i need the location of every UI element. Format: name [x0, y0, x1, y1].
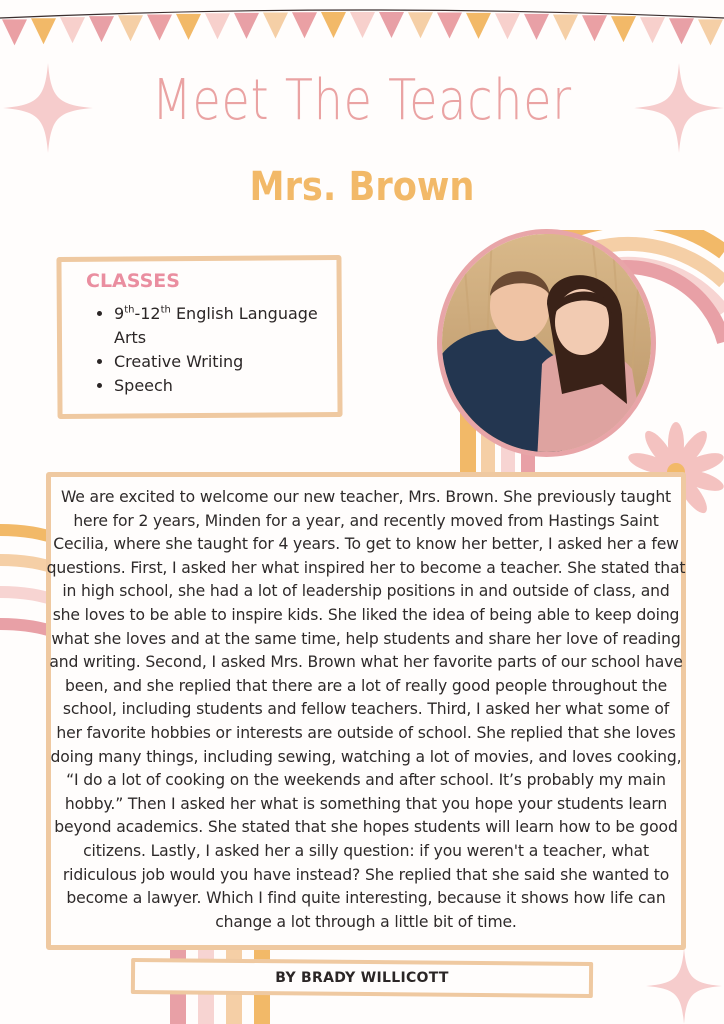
classes-list: [92, 302, 354, 398]
story-line: here for 2 years, Minden for a year, and recently moved from Hastings Saint: [73, 511, 659, 530]
story-line: We are excited to welcome our new teacher, Mrs. Brown. She previously taught: [60, 488, 672, 506]
teacher-photo: [437, 229, 656, 457]
story-line: she loves to be able to inspire kids. She liked the idea of being able to keep doing: [52, 605, 680, 624]
bunting-flag: [176, 14, 201, 40]
bunting-flag: [495, 13, 520, 39]
story-line: school, including students and fellow teachers. Third, I asked her what some of: [62, 700, 670, 719]
story-line: her favorite hobbies or interests are outside of school. She replied that she loves: [56, 723, 676, 742]
story-line: citizens. Lastly, I asked her a silly question: if you weren't a teacher, what: [83, 841, 649, 860]
bunting-flag: [524, 14, 549, 40]
story-line: ridiculous job would you have instead? She replied that she said she wanted to: [62, 865, 670, 884]
story-line: beyond academics. She stated that she hopes students will learn how to be good: [54, 818, 678, 837]
story-text: [46, 486, 686, 934]
page-title: Meet The Teacher: [152, 68, 572, 133]
bunting-flag: [60, 17, 85, 43]
story-line: questions. First, I asked her what inspired her to become a teacher. She stated that: [46, 558, 686, 577]
story-line: in high school, she had a lot of leadership positions in and outside of class, and: [62, 582, 670, 601]
bunting-flag: [205, 13, 230, 39]
bunting-flag: [292, 12, 317, 38]
story-line: hobby.” Then I asked her what is something that you hope your students learn: [64, 794, 668, 813]
teacher-name: Mrs. Brown: [249, 164, 475, 210]
bunting-flag: [582, 15, 607, 41]
bunting-flag: [2, 19, 27, 45]
list-item: • 9th-12th English Language Arts: [114, 302, 354, 350]
sparkle-icon: [646, 948, 722, 1024]
bunting-flag: [437, 12, 462, 38]
story-line: become a lawyer. Which I find quite interesting, because it shows how life can: [66, 889, 666, 908]
bunting-flag: [263, 12, 288, 38]
bunting-flag: [640, 17, 665, 43]
bunting-banner: [0, 0, 724, 60]
bunting-flag: [408, 12, 433, 38]
bunting-flag: [147, 15, 172, 41]
bunting-flag: [553, 15, 578, 41]
bunting-flag: [350, 12, 375, 38]
bunting-flag: [321, 12, 346, 38]
bunting-flag: [466, 13, 491, 39]
story-line: Cecilia, where she taught for 4 years. To get to know her better, I asked her a few: [53, 535, 679, 554]
story-line: doing many things, including sewing, watching a lot of movies, and loves cooking,: [50, 747, 682, 766]
story-line: “I do a lot of cooking on the weekends and after school. It’s probably my main: [66, 771, 666, 790]
list-item: • Speech: [114, 374, 354, 398]
story-line: what she loves and at the same time, help students and share her love of reading: [51, 629, 681, 648]
bunting-flag: [611, 16, 636, 42]
byline: BY BRADY WILLICOTT: [275, 970, 449, 986]
story-line: been, and she replied that there are a lot of really good people throughout the: [64, 676, 668, 695]
bunting-flag: [89, 16, 114, 42]
bunting-flag: [31, 18, 56, 44]
story-line: change a lot through a little bit of time.: [215, 912, 517, 931]
bunting-flag: [234, 13, 259, 39]
bunting-flag: [669, 18, 694, 44]
bunting-flag: [698, 19, 723, 45]
story-line: and writing. Second, I asked Mrs. Brown what her favorite parts of our school have: [49, 653, 683, 672]
bunting-flag: [118, 15, 143, 41]
bunting-flag: [379, 12, 404, 38]
list-item: • Creative Writing: [114, 350, 354, 374]
classes-heading: CLASSES: [86, 270, 180, 292]
